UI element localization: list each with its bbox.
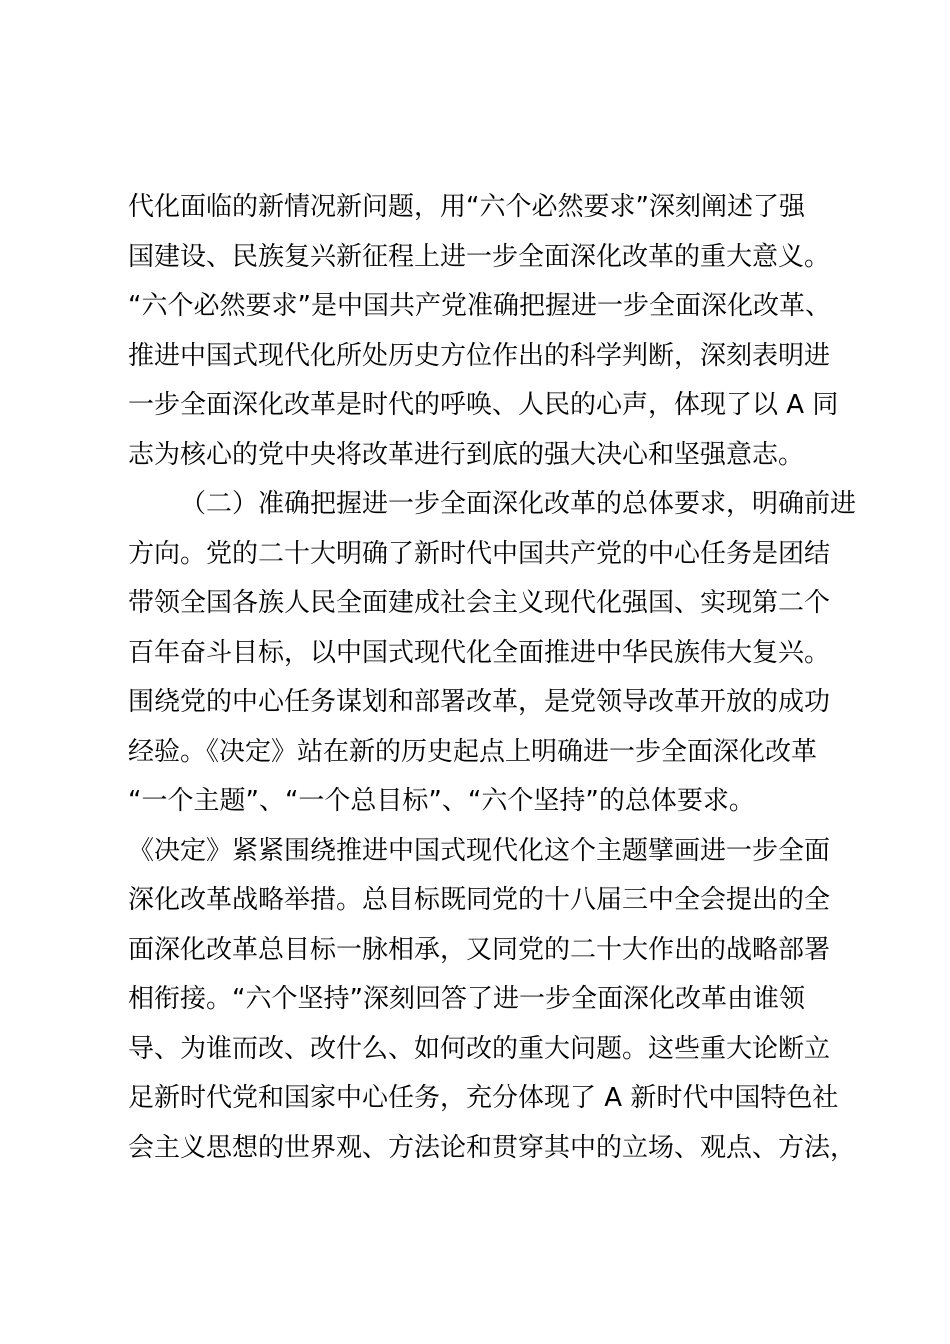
text-line: 经验。《决定》站在新的历史起点上明确进一步全面深化改革 [128, 736, 818, 767]
text-line: 国建设、民族复兴新征程上进一步全面深化改革的重大意义。 [128, 241, 831, 272]
text-line: 导、为谁而改、改什么、如何改的重大问题。这些重大论断立 [128, 1033, 831, 1064]
text-line: 志为核心的党中央将改革进行到底的强大决心和坚强意志。 [128, 439, 805, 470]
text-line: 面深化改革总目标一脉相承，又同党的二十大作出的战略部署 [128, 934, 831, 965]
text-line: 百年奋斗目标，以中国式现代化全面推进中华民族伟大复兴。 [128, 637, 831, 668]
text-line: 《决定》紧紧围绕推进中国式现代化这个主题擘画进一步全面 [128, 835, 831, 866]
text-line: 带领全国各族人民全面建成社会主义现代化强国、实现第二个 [128, 588, 831, 618]
text-line: “六个必然要求”是中国共产党准确把握进一步全面深化改革、 [128, 291, 831, 321]
section-heading-line: （二）准确把握进一步全面深化改革的总体要求，明确前进 [180, 489, 857, 519]
text-line: 围绕党的中心任务谋划和部署改革，是党领导改革开放的成功 [128, 687, 831, 717]
text-line: 方向。党的二十大明确了新时代中国共产党的中心任务是团结 [128, 538, 831, 569]
body-text [128, 183, 857, 1173]
text-line: 推进中国式现代化所处历史方位作出的科学判断，深刻表明进 [128, 340, 831, 371]
text-line: 足新时代党和国家中心任务，充分体现了 A 新时代中国特色社 [128, 1083, 839, 1113]
text-line: 相衔接。“六个坚持”深刻回答了进一步全面深化改革由谁领 [128, 984, 805, 1014]
text-line: 会主义思想的世界观、方法论和贯穿其中的立场、观点、方法， [128, 1132, 857, 1163]
text-line: 一步全面深化改革是时代的呼唤、人民的心声，体现了以 A 同 [128, 390, 839, 420]
text-line: “一个主题”、“一个总目标”、“六个坚持”的总体要求。 [128, 786, 755, 816]
text-line: 深化改革战略举措。总目标既同党的十八届三中全会提出的全 [128, 885, 831, 915]
text-line: 代化面临的新情况新问题，用“六个必然要求”深刻阐述了强 [128, 192, 805, 222]
